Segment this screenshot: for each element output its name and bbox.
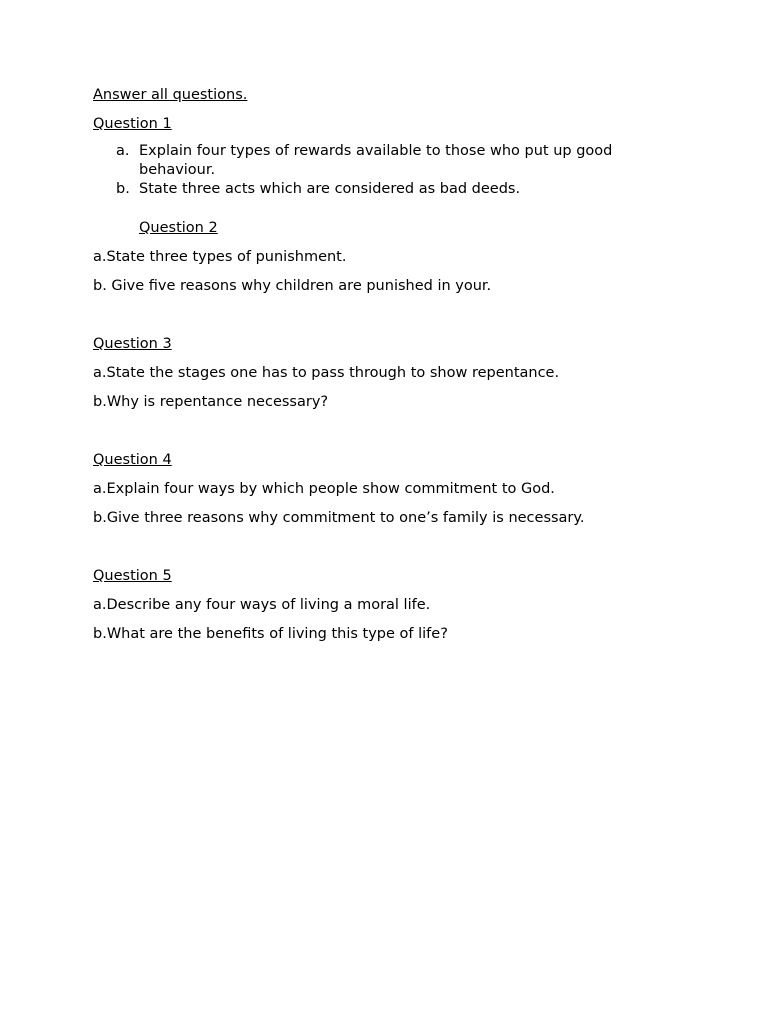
question-5-item-b: b.What are the benefits of living this type of life?: [93, 626, 448, 642]
question-2-title: Question 2: [139, 220, 218, 236]
document-page: [93, 86, 673, 644]
question-3-item-a: a.State the stages one has to pass through to show repentance.: [93, 365, 560, 381]
question-4-item-b: b.Give three reasons why commitment to one’s family is necessary.: [93, 510, 585, 526]
question-1-item-a: [93, 142, 673, 180]
question-4-item-a: a.Explain four ways by which people show commitment to God.: [93, 481, 555, 497]
question-2-item-a: a.State three types of punishment.: [93, 249, 347, 265]
question-text: State three acts which are considered as bad deeds.: [139, 181, 521, 197]
question-3-item-b: b.Why is repentance necessary?: [93, 394, 329, 410]
question-4-title: Question 4: [93, 452, 172, 468]
question-1-title: Question 1: [93, 116, 172, 132]
question-5-item-a: a.Describe any four ways of living a moral life.: [93, 597, 431, 613]
list-marker: b.: [116, 181, 130, 197]
question-text: Explain four types of rewards available to those who put up good behaviour.: [139, 143, 613, 178]
question-2-item-b: b. Give five reasons why children are punished in your.: [93, 278, 492, 294]
question-3-title: Question 3: [93, 336, 172, 352]
list-marker: a.: [116, 143, 130, 159]
question-1-item-b: [93, 180, 673, 199]
instructions: Answer all questions.: [93, 87, 248, 103]
question-5-title: Question 5: [93, 568, 172, 584]
question-1-list: [93, 142, 673, 199]
